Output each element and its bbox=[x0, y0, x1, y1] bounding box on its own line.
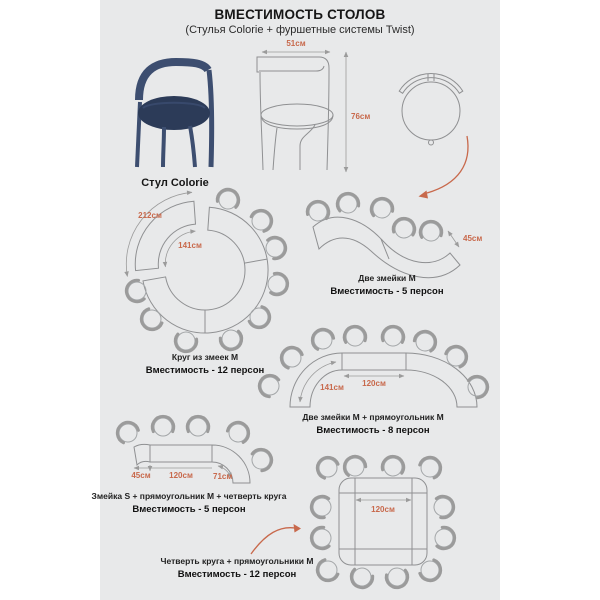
config-arch-label bbox=[302, 412, 443, 436]
chair-top-icon bbox=[309, 525, 334, 551]
chair-top-icon bbox=[266, 272, 289, 297]
outer-dim-arc bbox=[126, 192, 192, 276]
quarter-dim-label: 71см bbox=[213, 472, 233, 481]
chair-top-icon bbox=[419, 220, 442, 241]
config-name: Две змейки М + прямоугольник М bbox=[302, 412, 444, 422]
arch-arc-dim-label: 141см bbox=[320, 383, 344, 392]
chair-top-icon bbox=[308, 325, 337, 353]
chair-height-dim-label: 76см bbox=[351, 112, 371, 121]
page-subtitle: (Стулья Colorie + фуршетные системы Twist) bbox=[185, 24, 415, 36]
poster bbox=[91, 0, 500, 600]
square-outline bbox=[339, 478, 427, 565]
config-square-diagram bbox=[310, 450, 465, 600]
square-dim-label: 120см bbox=[371, 505, 395, 514]
config-two-snakes-diagram bbox=[305, 195, 483, 285]
drawing-seat-side bbox=[261, 115, 333, 129]
chair-top-icon bbox=[343, 325, 366, 346]
ring-band bbox=[143, 207, 268, 333]
chair-top-icon bbox=[187, 416, 208, 436]
chair-top-icon bbox=[381, 455, 405, 478]
config-capacity: Вместимость - 12 персон bbox=[177, 569, 297, 580]
arch-divisions bbox=[342, 353, 406, 370]
chair-front-diagram bbox=[250, 36, 380, 186]
config-name: Четверть круга + прямоугольники М bbox=[160, 556, 314, 566]
chair-seat-cushion bbox=[138, 96, 210, 130]
config-two-snakes-label bbox=[330, 273, 443, 297]
snake-s-piece bbox=[134, 444, 150, 465]
depth-dim-line bbox=[448, 231, 459, 247]
circle-outer-dim-label: 212см bbox=[138, 211, 162, 220]
chair-top-icon bbox=[335, 191, 361, 215]
chair-top-icon bbox=[442, 342, 471, 371]
circle-inner-dim-label: 141см bbox=[178, 241, 202, 250]
chair-top-icon bbox=[224, 418, 253, 446]
square-inner-lines bbox=[339, 478, 427, 565]
config-snake-rect-quarter-diagram bbox=[115, 415, 285, 500]
snake-dim-label: 45см bbox=[131, 471, 151, 480]
config-circle-label bbox=[146, 352, 264, 376]
chair-backrest bbox=[139, 62, 208, 100]
chair-top-icon bbox=[306, 199, 331, 223]
snakes-depth-dim-label: 45см bbox=[463, 234, 483, 243]
chair-top-icon bbox=[341, 453, 369, 480]
chair-top-icon bbox=[309, 494, 333, 519]
chair-top-icon bbox=[382, 325, 405, 346]
drawing-front-leg bbox=[273, 128, 277, 170]
chair-width-dim-label: 51см bbox=[286, 39, 306, 48]
drawing-left-post bbox=[260, 72, 263, 170]
config-snake-rect-quarter-label bbox=[92, 491, 287, 515]
drawing-curved-leg bbox=[300, 125, 315, 170]
chair-top-icon bbox=[277, 343, 306, 372]
chair-photo-label: Стул Colorie bbox=[141, 177, 209, 189]
chair-top-icon bbox=[248, 445, 276, 473]
chair-top-icon bbox=[416, 556, 445, 585]
config-capacity: Вместимость - 8 персон bbox=[316, 425, 430, 436]
config-name: Змейка S + прямоугольник М + четверть круга bbox=[91, 491, 287, 501]
chair-top-icon bbox=[313, 453, 342, 482]
drawing-seat bbox=[261, 104, 333, 126]
chair-top-icon bbox=[392, 217, 416, 240]
chair-front-leg-right bbox=[190, 126, 195, 167]
config-capacity: Вместимость - 12 персон bbox=[145, 365, 265, 376]
chair-top-icon bbox=[369, 196, 394, 220]
chair-photo bbox=[128, 50, 222, 172]
top-view-backrest bbox=[399, 73, 463, 93]
page-title: ВМЕСТИМОСТЬ СТОЛОВ bbox=[214, 7, 386, 22]
chair-top-icon bbox=[432, 494, 456, 519]
chair-top-icon bbox=[348, 565, 375, 591]
chair-top-icon bbox=[416, 453, 445, 482]
chair-top-icon bbox=[152, 416, 173, 436]
config-arch-diagram bbox=[260, 322, 488, 418]
chair-front-leg-left bbox=[163, 127, 164, 167]
config-name: Круг из змеек М bbox=[171, 352, 239, 362]
config-capacity: Вместимость - 5 персон bbox=[330, 286, 444, 297]
snake-division bbox=[381, 239, 389, 259]
chair-top-icon bbox=[464, 373, 491, 401]
chair-top-icon bbox=[256, 371, 284, 399]
flow-arrow-icon bbox=[240, 518, 310, 560]
chair-top-icon bbox=[384, 566, 410, 590]
svg-defs bbox=[100, 0, 101, 1]
chair-top-icon bbox=[124, 278, 149, 304]
chair-top-icon bbox=[137, 305, 166, 334]
chair-top-icon bbox=[313, 556, 342, 585]
arch-rect-dim-label: 120см bbox=[362, 379, 386, 388]
chair-top-icon bbox=[247, 206, 276, 235]
chair-top-icon bbox=[411, 327, 440, 355]
config-name: Две змейки М bbox=[358, 273, 416, 283]
drawing-backrest bbox=[257, 57, 329, 72]
config-capacity: Вместимость - 5 персон bbox=[132, 504, 246, 515]
rect-dim-label: 120см bbox=[169, 471, 193, 480]
chair-top-icon bbox=[113, 418, 142, 447]
chair-top-icon bbox=[432, 525, 457, 551]
chair-back-leg bbox=[209, 70, 212, 167]
rect-piece bbox=[150, 445, 212, 462]
chair-top-icon bbox=[173, 330, 199, 354]
